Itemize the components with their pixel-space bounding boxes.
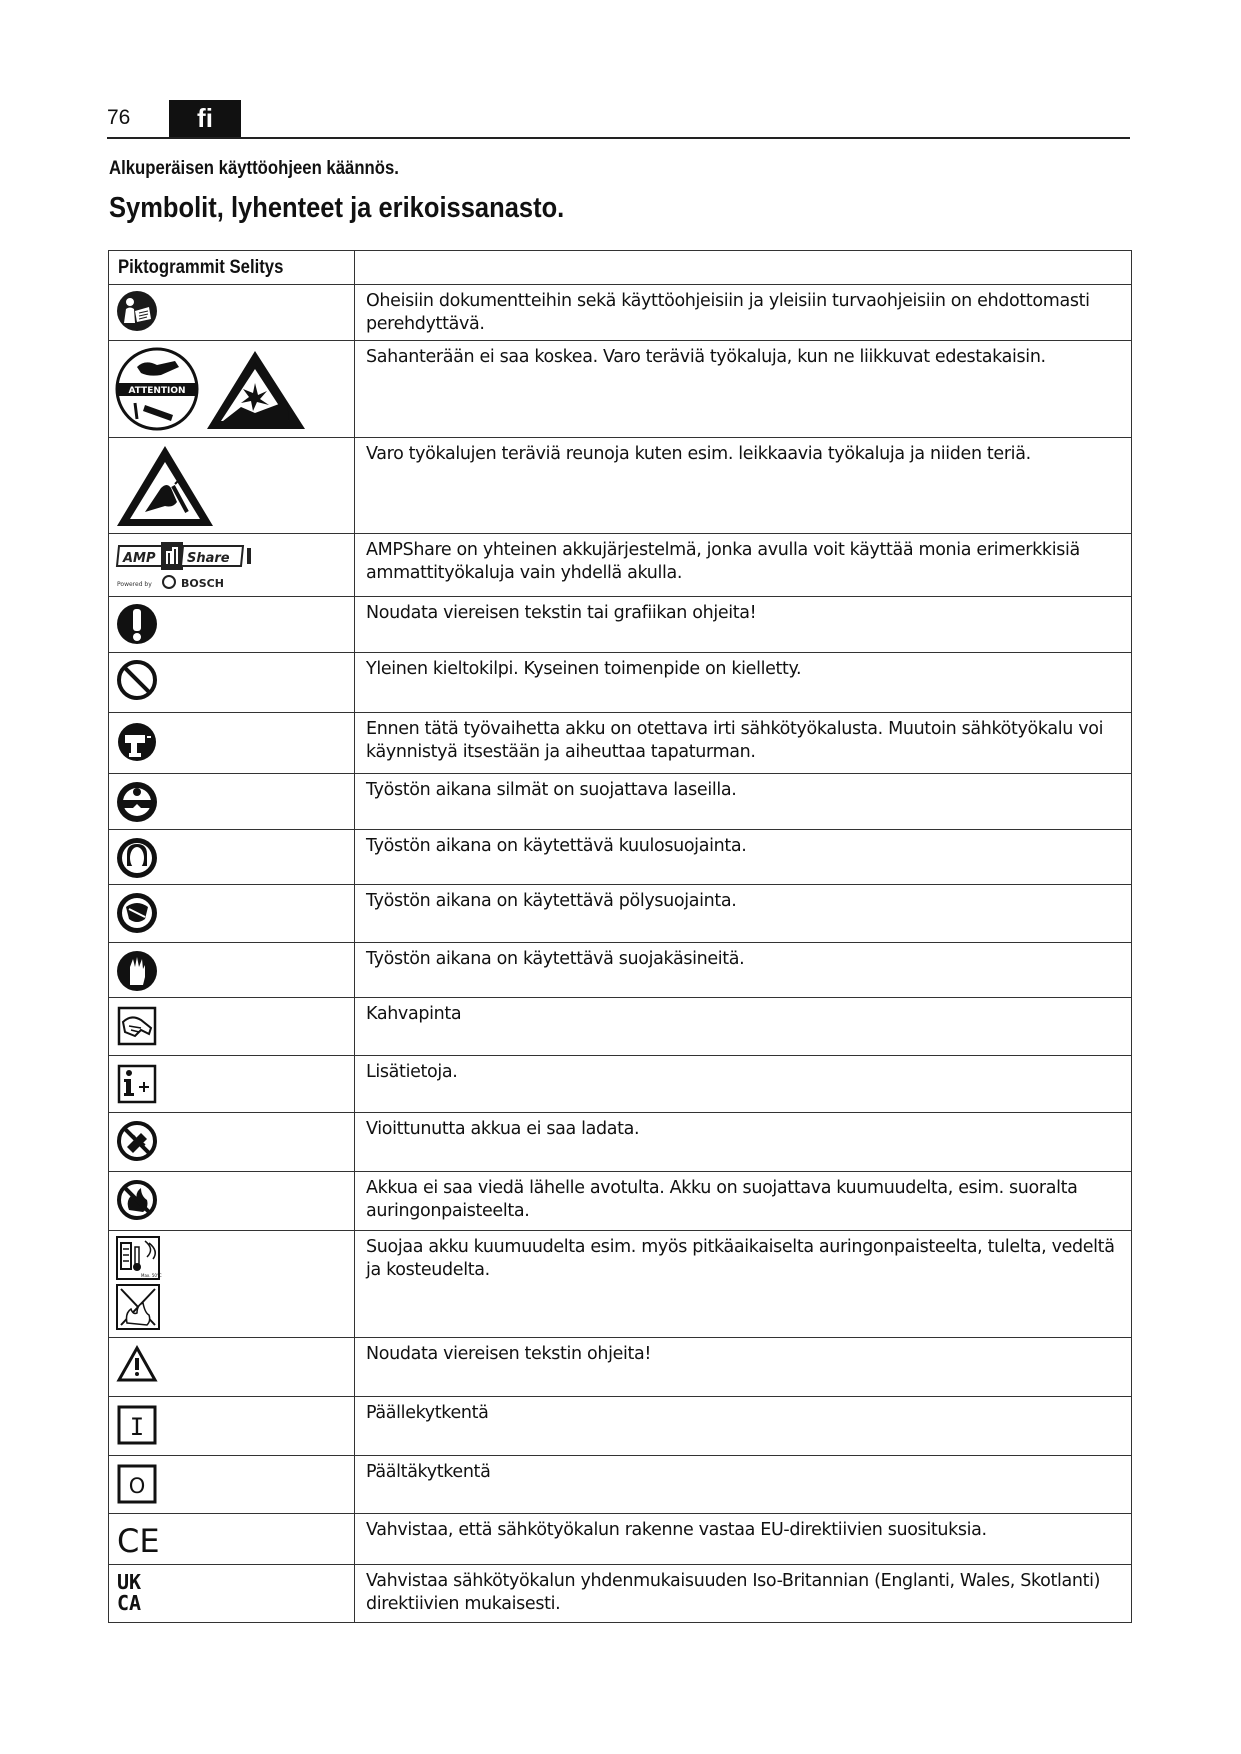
pictogram-cell bbox=[109, 774, 355, 830]
table-row bbox=[109, 438, 1132, 534]
pictogram-cell bbox=[109, 285, 355, 341]
document-subtitle: Alkuperäisen käyttöohjeen käännös. bbox=[109, 158, 399, 179]
table-row bbox=[109, 341, 1132, 438]
ukca-mark-icon bbox=[115, 1569, 159, 1617]
svg-text:I: I bbox=[129, 1413, 145, 1441]
warning-triangle-icon bbox=[115, 1342, 159, 1388]
pictogram-cell bbox=[109, 653, 355, 713]
description-cell: AMPShare on yhteinen akkujärjestelmä, jonka avulla voit käyttää monia erimerkkisiä ammattityökaluja vain yhdellä akulla. bbox=[355, 534, 1132, 597]
description-cell: Työstön aikana on käytettävä suojakäsineitä. bbox=[355, 943, 1132, 998]
table-row bbox=[109, 1338, 1132, 1397]
information-icon bbox=[115, 1060, 159, 1106]
pictogram-cell bbox=[109, 1172, 355, 1231]
pictogram-cell bbox=[109, 1397, 355, 1456]
battery-heat-moisture-icon bbox=[115, 1235, 175, 1333]
eye-protection-icon bbox=[115, 778, 159, 824]
description-cell: Työstön aikana on käytettävä kuulosuojainta. bbox=[355, 830, 1132, 885]
table-row bbox=[109, 1231, 1132, 1338]
table-row bbox=[109, 285, 1132, 341]
table-row bbox=[109, 713, 1132, 774]
table-row bbox=[109, 998, 1132, 1056]
pictogram-cell bbox=[109, 830, 355, 885]
svg-text:BOSCH: BOSCH bbox=[181, 577, 224, 590]
table-row bbox=[109, 830, 1132, 885]
description-cell: Päältäkytkentä bbox=[355, 1456, 1132, 1514]
gloves-icon bbox=[115, 947, 159, 993]
grip-surface-icon bbox=[115, 1002, 159, 1048]
pictogram-cell bbox=[109, 885, 355, 943]
table-row bbox=[109, 943, 1132, 998]
description-cell: Yleinen kieltokilpi. Kyseinen toimenpide on kielletty. bbox=[355, 653, 1132, 713]
table-row bbox=[109, 1397, 1132, 1456]
pictogram-cell bbox=[109, 1338, 355, 1397]
description-cell: Noudata viereisen tekstin ohjeita! bbox=[355, 1338, 1132, 1397]
description-cell: Vahvistaa sähkötyökalun yhdenmukaisuuden Iso-Britannian (Englanti, Wales, Skotlanti) direktiivien mukaisesti. bbox=[355, 1565, 1132, 1623]
description-cell: Työstön aikana on käytettävä pölysuojainta. bbox=[355, 885, 1132, 943]
pictogram-cell bbox=[109, 597, 355, 653]
pictogram-cell bbox=[109, 1113, 355, 1172]
ampshare-logo bbox=[115, 538, 255, 592]
description-column-header bbox=[355, 251, 1132, 285]
description-cell: Lisätietoja. bbox=[355, 1056, 1132, 1113]
no-charge-damaged-battery-icon bbox=[115, 1117, 159, 1163]
svg-text:UK: UK bbox=[117, 1570, 142, 1594]
no-open-fire-icon bbox=[115, 1176, 159, 1222]
switch-on-icon bbox=[115, 1401, 159, 1447]
table-row bbox=[109, 1514, 1132, 1565]
pictogram-cell bbox=[109, 943, 355, 998]
table-row bbox=[109, 1456, 1132, 1514]
pictogram-column-header: Piktogrammit Selitys bbox=[109, 251, 355, 285]
description-cell: Vioittunutta akkua ei saa ladata. bbox=[355, 1113, 1132, 1172]
table-row bbox=[109, 653, 1132, 713]
language-tab: fi bbox=[169, 100, 241, 137]
description-cell: Oheisiin dokumentteihin sekä käyttöohjeisiin ja yleisiin turvaohjeisiin on ehdottomasti perehdyttävä. bbox=[355, 285, 1132, 341]
read-manual-icon bbox=[115, 289, 159, 333]
pictogram-cell bbox=[109, 534, 355, 597]
table-row bbox=[109, 1172, 1132, 1231]
mandatory-exclamation-icon bbox=[115, 601, 159, 647]
description-cell: Ennen tätä työvaihetta akku on otettava irti sähkötyökalusta. Muutoin sähkötyökalu voi käynnistyä itsestään ja aiheuttaa tapaturman. bbox=[355, 713, 1132, 774]
svg-text:AMP: AMP bbox=[123, 551, 156, 566]
ear-protection-icon bbox=[115, 834, 159, 880]
table-header-row bbox=[109, 251, 1132, 285]
description-cell: Päällekytkentä bbox=[355, 1397, 1132, 1456]
pictogram-cell bbox=[109, 1456, 355, 1514]
page-header bbox=[107, 100, 1130, 139]
svg-text:ATTENTION: ATTENTION bbox=[128, 386, 186, 396]
symbols-table bbox=[108, 250, 1132, 1623]
attention-blade-warning-icon bbox=[115, 345, 315, 433]
svg-text:Max. 50°C: Max. 50°C bbox=[141, 1273, 162, 1278]
table-row bbox=[109, 1565, 1132, 1623]
table-row bbox=[109, 1113, 1132, 1172]
description-cell: Vahvistaa, että sähkötyökalun rakenne vastaa EU-direktiivien suosituksia. bbox=[355, 1514, 1132, 1565]
pictogram-cell bbox=[109, 438, 355, 534]
sharp-edges-warning-icon bbox=[115, 442, 215, 528]
page-number: 76 bbox=[107, 106, 131, 129]
remove-battery-icon bbox=[115, 717, 159, 763]
section-title: Symbolit, lyhenteet ja erikoissanasto. bbox=[109, 192, 565, 224]
pictogram-cell bbox=[109, 1514, 355, 1565]
switch-off-icon bbox=[115, 1460, 159, 1506]
svg-text:Powered by: Powered by bbox=[117, 581, 152, 588]
prohibition-icon bbox=[115, 657, 159, 703]
pictogram-cell bbox=[109, 713, 355, 774]
description-cell: Varo työkalujen teräviä reunoja kuten esim. leikkaavia työkaluja ja niiden teriä. bbox=[355, 438, 1132, 534]
pictogram-cell bbox=[109, 998, 355, 1056]
description-cell: Työstön aikana silmät on suojattava laseilla. bbox=[355, 774, 1132, 830]
description-cell: Suojaa akku kuumuudelta esim. myös pitkäaikaiselta auringonpaisteelta, tulelta, vedeltä ja kosteudelta. bbox=[355, 1231, 1132, 1338]
description-cell: Kahvapinta bbox=[355, 998, 1132, 1056]
dust-mask-icon bbox=[115, 889, 159, 935]
table-row bbox=[109, 597, 1132, 653]
svg-text:CA: CA bbox=[117, 1591, 142, 1615]
ce-mark-icon bbox=[115, 1518, 163, 1560]
svg-text:CE: CE bbox=[117, 1522, 160, 1560]
description-cell: Akkua ei saa viedä lähelle avotulta. Akku on suojattava kuumuudelta, esim. suoralta auringonpaisteelta. bbox=[355, 1172, 1132, 1231]
pictogram-cell bbox=[109, 1056, 355, 1113]
table-row bbox=[109, 774, 1132, 830]
pictogram-cell bbox=[109, 341, 355, 438]
table-row bbox=[109, 885, 1132, 943]
svg-text:O: O bbox=[128, 1474, 146, 1498]
pictogram-cell bbox=[109, 1565, 355, 1623]
pictogram-cell bbox=[109, 1231, 355, 1338]
svg-text:Share: Share bbox=[187, 551, 230, 566]
table-row bbox=[109, 1056, 1132, 1113]
description-cell: Sahanterään ei saa koskea. Varo teräviä työkaluja, kun ne liikkuvat edestakaisin. bbox=[355, 341, 1132, 438]
description-cell: Noudata viereisen tekstin tai grafiikan ohjeita! bbox=[355, 597, 1132, 653]
table-row bbox=[109, 534, 1132, 597]
